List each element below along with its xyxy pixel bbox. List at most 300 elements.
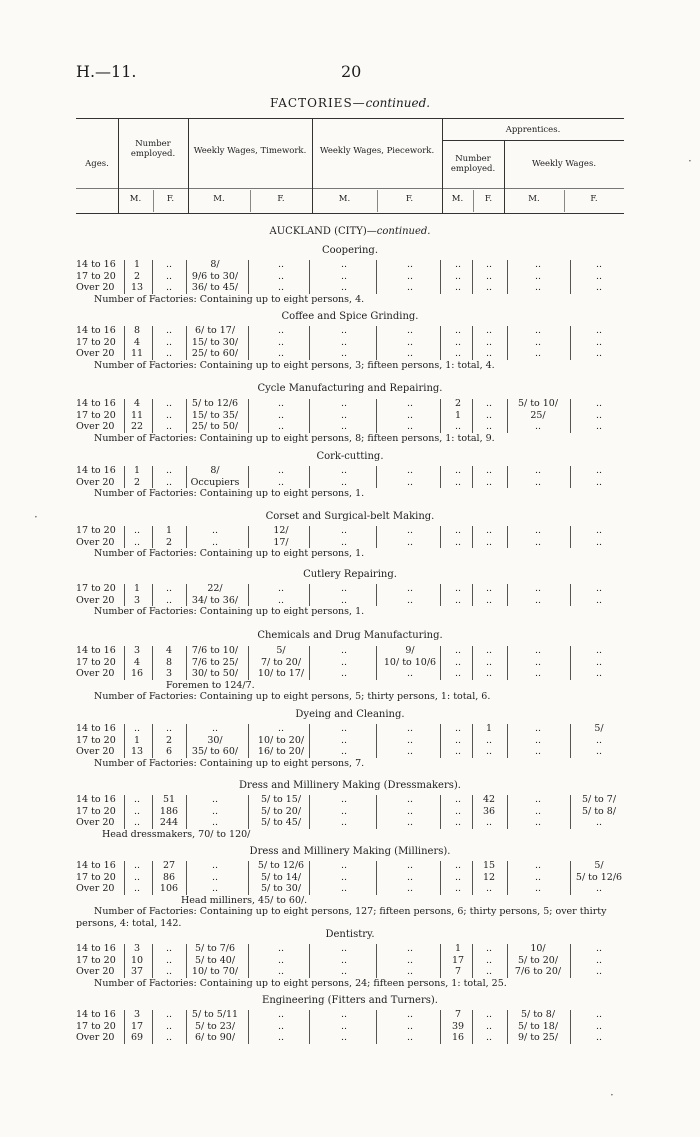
data-cell: ..: [485, 476, 493, 488]
column-rule: [248, 861, 249, 895]
column-rule: [472, 326, 473, 360]
data-cell: ..: [340, 817, 348, 828]
header-apprentices: Apprentices.: [505, 125, 561, 135]
data-cell: 5/: [276, 645, 286, 656]
data-cell: 15/ to 30/: [191, 336, 239, 348]
data-cell: 8/: [210, 259, 220, 270]
column-rule: [440, 584, 441, 606]
data-cell: ..: [406, 325, 414, 336]
age-cell: 14 to 16: [76, 723, 116, 734]
age-cell: Over 20: [76, 1032, 115, 1043]
age-cell: 17 to 20: [76, 871, 116, 883]
data-cell: 2: [165, 734, 173, 746]
data-cell: 3: [165, 668, 173, 679]
data-cell: 5/ to 23/: [194, 1020, 236, 1032]
data-cell: ..: [340, 871, 348, 883]
column-rule: [570, 584, 571, 606]
data-cell: 36/ to 45/: [191, 282, 239, 293]
column-rule: [186, 584, 187, 606]
data-cell: ..: [277, 1032, 285, 1043]
section-title: Dress and Millinery Making (Milliners).: [249, 846, 451, 857]
section-title: Coffee and Spice Grinding.: [281, 311, 419, 322]
column-rule: [472, 260, 473, 294]
column-rule: [152, 399, 153, 433]
head-note: Head dressmakers, 70/ to 120/: [102, 828, 251, 840]
data-cell: ..: [595, 966, 603, 977]
data-cell: 25/ to 50/: [191, 421, 239, 432]
sub-header: M.: [528, 194, 540, 204]
table-row: [0, 966, 700, 978]
age-cell: 14 to 16: [76, 860, 116, 871]
factories-note: Number of Factories: Containing up to eight persons, 1.: [94, 548, 365, 559]
column-rule: [472, 526, 473, 548]
data-cell: 106: [159, 883, 179, 894]
column-rule: [570, 1010, 571, 1044]
data-cell: ..: [406, 409, 414, 421]
column-rule: [570, 399, 571, 433]
data-cell: ..: [340, 723, 348, 734]
data-cell: ..: [133, 805, 141, 817]
column-rule: [472, 584, 473, 606]
column-rule: [152, 1010, 153, 1044]
foremen-note: Foremen to 124/7.: [166, 679, 255, 691]
data-cell: 3: [133, 645, 141, 656]
data-cell: ..: [534, 594, 542, 606]
data-cell: ..: [133, 860, 141, 871]
data-cell: 8: [133, 325, 141, 336]
data-cell: 25/: [530, 409, 546, 421]
column-rule: [124, 944, 125, 978]
table-row: [0, 1032, 700, 1044]
data-cell: ..: [340, 805, 348, 817]
data-cell: ..: [277, 723, 285, 734]
data-cell: 2: [133, 476, 141, 488]
data-cell: ..: [454, 746, 462, 757]
data-cell: ..: [406, 954, 414, 966]
data-cell: ..: [277, 476, 285, 488]
data-cell: ..: [340, 409, 348, 421]
data-cell: 5/ to 12/6: [575, 871, 623, 883]
data-cell: ..: [485, 966, 493, 977]
data-cell: ..: [595, 883, 603, 894]
column-rule: [309, 466, 310, 488]
data-cell: ..: [340, 594, 348, 606]
data-cell: ..: [454, 656, 462, 668]
factories-note: Number of Factories: Containing up to eight persons, 4.: [94, 293, 365, 305]
data-cell: 5/ to 18/: [517, 1020, 559, 1032]
column-rule: [570, 466, 571, 488]
column-rule: [309, 526, 310, 548]
header-number-employed: Number employed.: [130, 139, 176, 159]
data-cell: ..: [485, 594, 493, 606]
column-rule: [440, 260, 441, 294]
table-row: [0, 477, 700, 489]
data-cell: ..: [277, 398, 285, 409]
column-rule: [507, 795, 508, 829]
section-title: Cork-cutting.: [316, 451, 384, 462]
data-cell: 1: [133, 465, 141, 476]
sub-header: M.: [213, 194, 225, 204]
column-rule: [186, 399, 187, 433]
column-rule: [440, 1010, 441, 1044]
data-cell: 6: [165, 746, 173, 757]
data-cell: 10: [130, 954, 144, 966]
data-cell: ..: [534, 421, 542, 432]
column-rule: [376, 1010, 377, 1044]
column-rule: [248, 944, 249, 978]
data-cell: ..: [485, 746, 493, 757]
age-cell: 17 to 20: [76, 409, 116, 421]
data-cell: ..: [277, 270, 285, 282]
column-rule: [507, 646, 508, 680]
table-row: [0, 525, 700, 537]
data-cell: ..: [406, 583, 414, 594]
data-cell: 5/ to 14/: [260, 871, 302, 883]
data-cell: ..: [340, 282, 348, 293]
data-cell: ..: [595, 1032, 603, 1043]
column-rule: [248, 399, 249, 433]
factories-note: Number of Factories: Containing up to eight persons, 8; fifteen persons, 1: total, 9.: [94, 432, 495, 444]
data-cell: ..: [454, 259, 462, 270]
data-cell: ..: [534, 476, 542, 488]
data-cell: ..: [534, 817, 542, 828]
age-cell: Over 20: [76, 476, 115, 488]
data-cell: ..: [454, 883, 462, 894]
age-cell: 14 to 16: [76, 645, 116, 656]
data-cell: ..: [406, 1020, 414, 1032]
data-cell: ..: [165, 348, 173, 359]
column-rule: [570, 861, 571, 895]
data-cell: ..: [534, 525, 542, 536]
data-cell: ..: [454, 723, 462, 734]
data-cell: ..: [277, 409, 285, 421]
sub-header: F.: [277, 194, 285, 204]
factories-note: Number of Factories: Containing up to eight persons, 24; fifteen persons, 1: total, 25.: [94, 977, 507, 989]
data-cell: ..: [165, 943, 173, 954]
data-cell: ..: [595, 656, 603, 668]
column-rule: [472, 466, 473, 488]
table-row: [0, 1009, 700, 1021]
age-cell: Over 20: [76, 594, 115, 606]
data-cell: 7: [454, 966, 462, 977]
data-cell: ..: [340, 398, 348, 409]
data-cell: 5/ to 45/: [260, 817, 302, 828]
age-cell: Over 20: [76, 883, 115, 894]
data-cell: ..: [485, 536, 493, 548]
data-cell: ..: [340, 656, 348, 668]
data-cell: ..: [485, 1032, 493, 1043]
column-rule: [309, 260, 310, 294]
column-rule: [440, 399, 441, 433]
data-cell: ..: [340, 270, 348, 282]
data-cell: 17: [451, 954, 465, 966]
column-rule: [507, 326, 508, 360]
data-cell: ..: [406, 525, 414, 536]
data-cell: ..: [340, 348, 348, 359]
data-cell: ..: [406, 794, 414, 805]
data-cell: 244: [159, 817, 179, 828]
column-rule: [570, 724, 571, 758]
data-cell: ..: [406, 270, 414, 282]
data-cell: ..: [406, 465, 414, 476]
age-cell: 14 to 16: [76, 259, 116, 270]
header-wages-timework: Weekly Wages, Timework.: [193, 146, 307, 156]
table-row: [0, 872, 700, 884]
column-rule: [186, 1010, 187, 1044]
column-rule: [248, 795, 249, 829]
data-cell: 4: [133, 398, 141, 409]
data-cell: ..: [406, 668, 414, 679]
data-cell: ..: [340, 1032, 348, 1043]
section-title: Corset and Surgical-belt Making.: [265, 511, 435, 522]
table-row: [0, 746, 700, 758]
data-cell: ..: [406, 1032, 414, 1043]
data-cell: ..: [595, 325, 603, 336]
data-cell: 3: [133, 943, 141, 954]
data-cell: 1: [485, 723, 493, 734]
age-cell: Over 20: [76, 817, 115, 828]
sub-header: F.: [590, 194, 598, 204]
data-cell: 5/ to 12/6: [191, 398, 239, 409]
column-rule: [152, 861, 153, 895]
column-rule: [507, 466, 508, 488]
data-cell: ..: [454, 668, 462, 679]
data-cell: 5/ to 10/: [517, 398, 559, 409]
data-cell: 3: [133, 594, 141, 606]
data-cell: ..: [165, 270, 173, 282]
data-cell: ..: [595, 645, 603, 656]
column-rule: [440, 646, 441, 680]
data-cell: 11: [130, 348, 144, 359]
data-cell: ..: [340, 746, 348, 757]
data-cell: 13: [130, 282, 144, 293]
table-row: [0, 817, 700, 829]
data-cell: ..: [165, 476, 173, 488]
data-cell: 5/ to 7/: [581, 794, 617, 805]
column-rule: [124, 861, 125, 895]
data-cell: ..: [165, 966, 173, 977]
margin-mark: ·: [610, 1088, 614, 1102]
data-cell: 2: [165, 536, 173, 548]
data-cell: ..: [454, 336, 462, 348]
column-rule: [376, 584, 377, 606]
data-cell: ..: [485, 525, 493, 536]
data-cell: 5/ to 7/6: [194, 943, 236, 954]
data-cell: ..: [534, 259, 542, 270]
data-cell: 37: [130, 966, 144, 977]
column-rule: [248, 526, 249, 548]
header-ages: Ages.: [85, 159, 109, 169]
data-cell: ..: [211, 723, 219, 734]
data-cell: ..: [534, 871, 542, 883]
data-cell: ..: [485, 734, 493, 746]
column-rule: [186, 466, 187, 488]
data-cell: ..: [277, 421, 285, 432]
column-rule: [376, 724, 377, 758]
data-cell: ..: [534, 656, 542, 668]
column-rule: [440, 326, 441, 360]
column-rule: [248, 584, 249, 606]
data-cell: 7: [454, 1009, 462, 1020]
data-cell: ..: [340, 860, 348, 871]
age-cell: Over 20: [76, 966, 115, 977]
data-cell: ..: [211, 794, 219, 805]
data-cell: ..: [595, 668, 603, 679]
column-rule: [309, 399, 310, 433]
data-cell: ..: [595, 1009, 603, 1020]
data-cell: ..: [595, 817, 603, 828]
column-rule: [472, 944, 473, 978]
section-title: Dress and Millinery Making (Dressmakers).: [239, 780, 461, 791]
data-cell: ..: [454, 871, 462, 883]
age-cell: 17 to 20: [76, 1020, 116, 1032]
data-cell: 35/ to 60/: [191, 746, 239, 757]
table-row: [0, 735, 700, 747]
data-cell: 17: [130, 1020, 144, 1032]
data-cell: ..: [485, 259, 493, 270]
column-rule: [186, 326, 187, 360]
data-cell: 5/ to 8/: [520, 1009, 556, 1020]
data-cell: ..: [406, 1009, 414, 1020]
column-rule: [507, 584, 508, 606]
data-cell: ..: [133, 871, 141, 883]
data-cell: ..: [454, 583, 462, 594]
data-cell: ..: [595, 954, 603, 966]
data-cell: ..: [454, 325, 462, 336]
data-cell: Occupiers: [190, 476, 240, 488]
column-rule: [124, 526, 125, 548]
table-row: [0, 465, 700, 477]
data-cell: 86: [162, 871, 176, 883]
data-cell: ..: [211, 871, 219, 883]
data-cell: ..: [406, 421, 414, 432]
data-cell: ..: [485, 336, 493, 348]
table-row: [0, 668, 700, 680]
data-cell: ..: [534, 336, 542, 348]
data-cell: ..: [340, 421, 348, 432]
section-title: Chemicals and Drug Manufacturing.: [257, 630, 443, 641]
column-rule: [376, 399, 377, 433]
data-cell: ..: [406, 883, 414, 894]
column-rule: [570, 646, 571, 680]
data-cell: ..: [340, 734, 348, 746]
data-cell: ..: [454, 860, 462, 871]
data-cell: ..: [595, 465, 603, 476]
data-cell: ..: [165, 398, 173, 409]
data-cell: ..: [485, 645, 493, 656]
column-rule: [124, 724, 125, 758]
column-rule: [570, 944, 571, 978]
factories-note: Number of Factories: Containing up to eight persons, 1.: [94, 488, 365, 499]
column-rule: [309, 1010, 310, 1044]
column-rule: [124, 646, 125, 680]
data-cell: 12/: [273, 525, 289, 536]
data-cell: ..: [454, 282, 462, 293]
table-row: [0, 943, 700, 955]
data-cell: ..: [534, 746, 542, 757]
data-cell: ..: [534, 325, 542, 336]
data-cell: ..: [454, 536, 462, 548]
data-cell: ..: [277, 325, 285, 336]
table-row: [0, 348, 700, 360]
age-cell: 17 to 20: [76, 583, 116, 594]
data-cell: 10/ to 70/: [191, 966, 239, 977]
data-cell: ..: [406, 348, 414, 359]
data-cell: ..: [595, 421, 603, 432]
column-rule: [152, 260, 153, 294]
margin-mark: ·: [688, 154, 692, 168]
data-cell: ..: [406, 871, 414, 883]
column-rule: [186, 795, 187, 829]
age-cell: 17 to 20: [76, 805, 116, 817]
age-cell: 14 to 16: [76, 1009, 116, 1020]
column-rule: [124, 1010, 125, 1044]
section-title: Dentistry.: [325, 929, 375, 940]
data-cell: ..: [485, 583, 493, 594]
data-cell: 186: [159, 805, 179, 817]
age-cell: 17 to 20: [76, 656, 116, 668]
data-cell: ..: [277, 943, 285, 954]
column-rule: [440, 466, 441, 488]
data-cell: 39: [451, 1020, 465, 1032]
data-cell: 7/6 to 20/: [514, 966, 562, 977]
header-app-number: Number employed.: [450, 154, 496, 174]
column-rule: [376, 326, 377, 360]
data-cell: 7/6 to 25/: [191, 656, 239, 668]
table-row: [0, 537, 700, 549]
data-cell: ..: [165, 1009, 173, 1020]
data-cell: 10/ to 17/: [257, 668, 305, 679]
column-rule: [248, 466, 249, 488]
age-cell: Over 20: [76, 348, 115, 359]
data-cell: ..: [165, 409, 173, 421]
column-rule: [124, 584, 125, 606]
sub-header: F.: [484, 194, 493, 204]
data-cell: 5/ to 20/: [260, 805, 302, 817]
column-rule: [248, 326, 249, 360]
section-title: Coopering.: [321, 245, 378, 256]
section-title: Cycle Manufacturing and Repairing.: [257, 383, 443, 394]
section-title: Cutlery Repairing.: [303, 569, 397, 580]
table-row: [0, 794, 700, 806]
column-rule: [186, 861, 187, 895]
data-cell: ..: [534, 645, 542, 656]
data-cell: ..: [340, 525, 348, 536]
district-heading: AUCKLAND (CITY)—continued.: [269, 226, 431, 237]
column-rule: [309, 326, 310, 360]
data-cell: ..: [595, 476, 603, 488]
column-rule: [472, 646, 473, 680]
column-rule: [248, 724, 249, 758]
data-cell: ..: [406, 398, 414, 409]
data-cell: 22/: [207, 583, 223, 594]
table-row: [0, 595, 700, 607]
data-cell: ..: [277, 1009, 285, 1020]
column-rule: [472, 724, 473, 758]
data-cell: ..: [454, 270, 462, 282]
data-cell: 6/ to 90/: [194, 1032, 236, 1043]
data-cell: ..: [133, 525, 141, 536]
data-cell: ..: [595, 943, 603, 954]
data-cell: 5/ to 40/: [194, 954, 236, 966]
data-cell: ..: [454, 594, 462, 606]
data-cell: ..: [165, 723, 173, 734]
data-cell: ..: [406, 860, 414, 871]
data-cell: 1: [133, 734, 141, 746]
data-cell: 10/ to 10/6: [383, 656, 437, 668]
section-title: Dyeing and Cleaning.: [295, 709, 405, 720]
section-title: Engineering (Fitters and Turners).: [262, 995, 438, 1006]
